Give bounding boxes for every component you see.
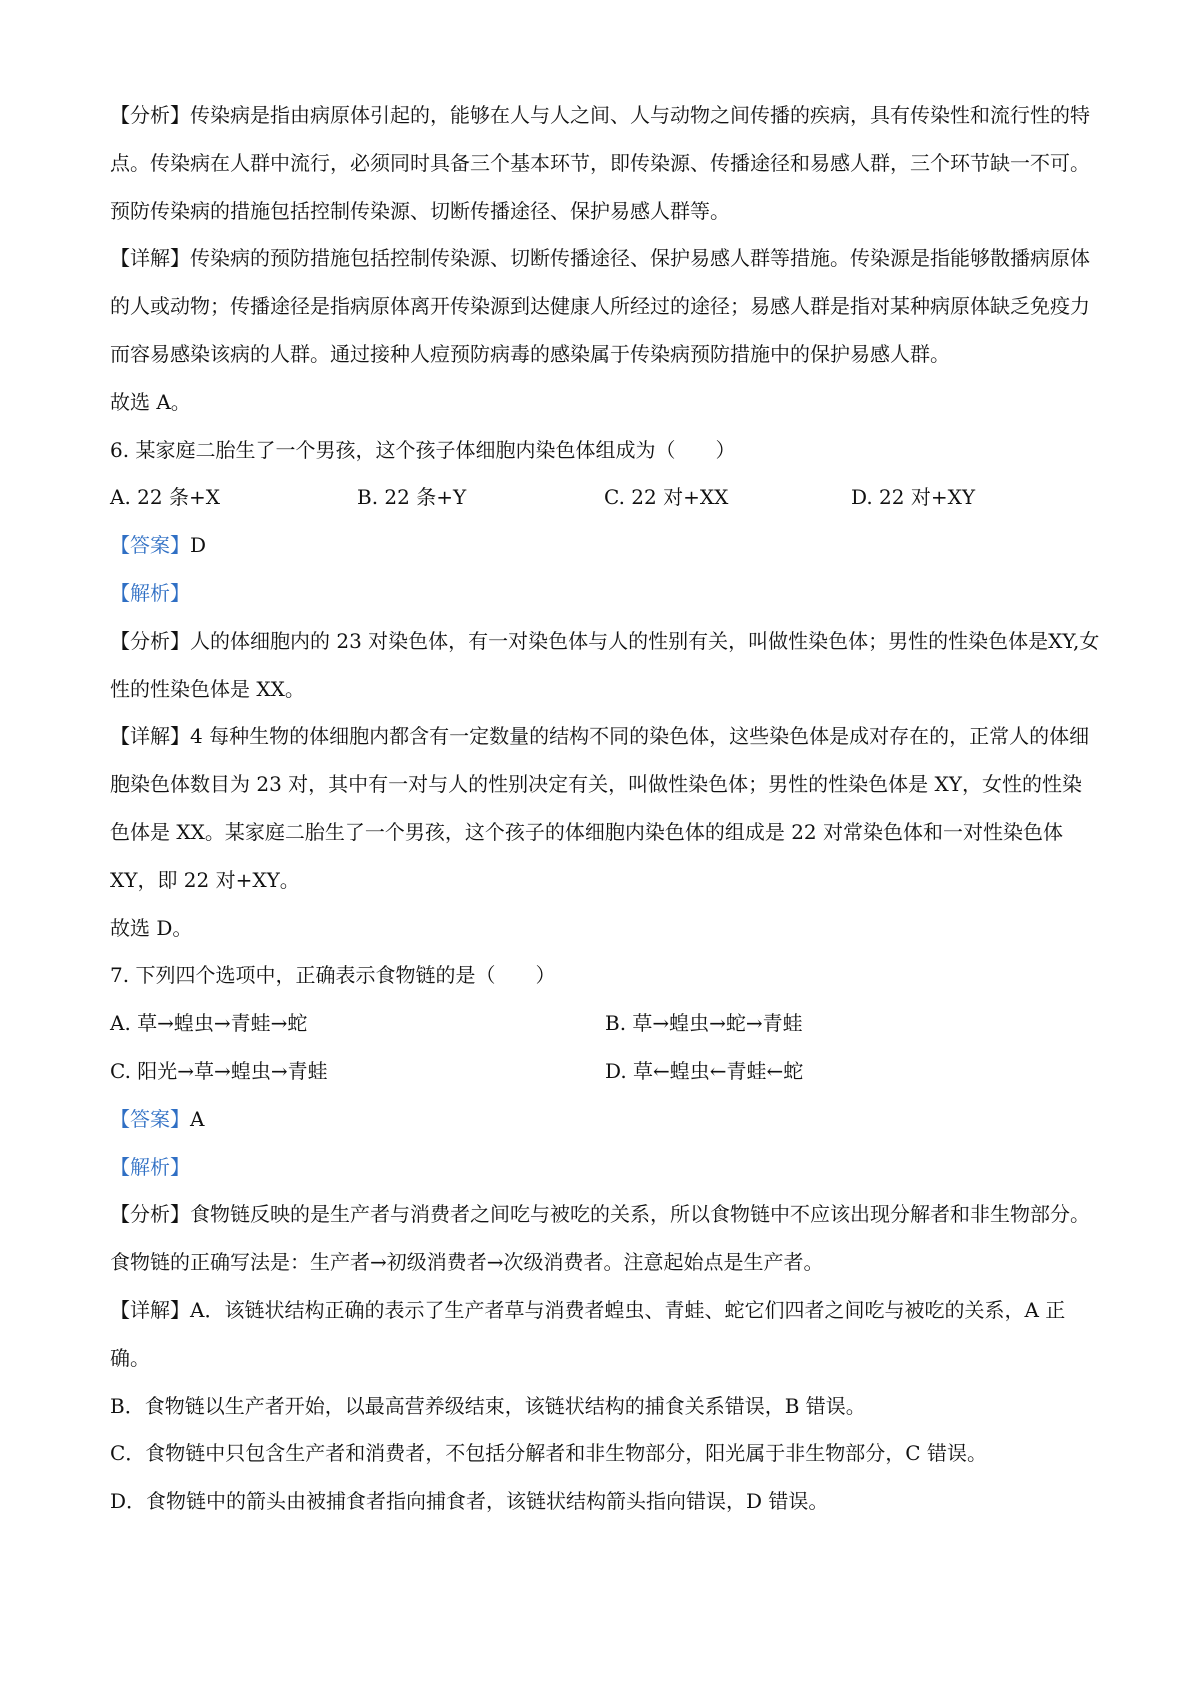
detail-text: 4 每种生物的体细胞内都含有一定数量的结构不同的染色体，这些染色体是成对存在的，正常人的体细胞染色体数目为 23 对，其中有一对与人的性别决定有关，叫做性染色体；男性的性染色体是 XY，女性的性染色体是 XX。某家庭二胎生了一个男孩，这个孩子的体细胞内染色体的组成是 22 对常染色体和一对性染色体 XY，即 22 对+XY。: [110, 724, 1090, 892]
answer-value: A: [190, 1106, 205, 1131]
q5-detail: [110, 235, 1100, 378]
q6-detail: [110, 713, 1100, 904]
analysis-text: 人的体细胞内的 23 对染色体，有一对染色体与人的性别有关，叫做性染色体；男性的性染色体是XY,女性的性染色体是 XX。: [110, 628, 1100, 701]
q6-option-a: A. 22 条+X: [110, 485, 220, 510]
q5-analysis: [110, 92, 1100, 235]
q6-conclusion: 故选 D。: [110, 915, 193, 940]
detail-label: 【详解】: [110, 1297, 190, 1322]
q6-stem: 6. 某家庭二胎生了一个男孩，这个孩子体细胞内染色体组成为（ ）: [110, 437, 736, 462]
analysis-label: 【分析】: [110, 1202, 190, 1227]
q7-options-row2: [110, 1048, 1100, 1096]
q6-options: [110, 474, 1100, 522]
analysis-label: 【分析】: [110, 103, 190, 127]
q7-answer: [110, 1096, 1100, 1144]
document-page: [110, 92, 1100, 1526]
q7-detail-a: [110, 1287, 1100, 1383]
q6-answer: [110, 522, 1100, 570]
analysis-label: 【分析】: [110, 628, 190, 653]
q6-option-d: D. 22 对+XY: [851, 485, 976, 510]
answer-label: 【答案】: [110, 533, 190, 558]
detail-text: A．该链状结构正确的表示了生产者草与消费者蝗虫、青蛙、蛇它们四者之间吃与被吃的关系，A 正确。: [110, 1297, 1066, 1370]
q7-option-c: C. 阳光→草→蝗虫→青蛙: [110, 1058, 328, 1083]
q7-option-b: B. 草→蝗虫→蛇→青蛙: [605, 1011, 803, 1036]
detail-label: 【详解】: [110, 724, 190, 749]
analysis-text: 食物链反映的是生产者与消费者之间吃与被吃的关系，所以食物链中不应该出现分解者和非生物部分。食物链的正确写法是：生产者→初级消费者→次级消费者。注意起始点是生产者。: [110, 1202, 1090, 1275]
q7-detail-c: C．食物链中只包含生产者和消费者，不包括分解者和非生物部分，阳光属于非生物部分，C 错误。: [110, 1441, 987, 1466]
answer-value: D: [190, 533, 207, 558]
q7-analysis: [110, 1191, 1100, 1287]
q7-explain-label: 【解析】: [110, 1154, 190, 1179]
q7-option-a: A. 草→蝗虫→青蛙→蛇: [110, 1011, 308, 1036]
q7-stem: 7. 下列四个选项中，正确表示食物链的是（ ）: [110, 963, 556, 988]
q7-detail-d: D．食物链中的箭头由被捕食者指向捕食者，该链状结构箭头指向错误，D 错误。: [110, 1489, 829, 1514]
q7-detail-b: B．食物链以生产者开始，以最高营养级结束，该链状结构的捕食关系错误，B 错误。: [110, 1393, 866, 1418]
q6-explain-label: 【解析】: [110, 580, 190, 605]
q7-option-d: D. 草←蝗虫←青蛙←蛇: [605, 1058, 804, 1083]
detail-label: 【详解】: [110, 246, 190, 271]
q6-option-b: B. 22 条+Y: [357, 485, 467, 510]
detail-text: 传染病的预防措施包括控制传染源、切断传播途径、保护易感人群等措施。传染源是指能够散播病原体的人或动物；传播途径是指病原体离开传染源到达健康人所经过的途径；易感人群是指对某种病原体缺乏免疫力而容易感染该病的人群。通过接种人痘预防病毒的感染属于传染病预防措施中的保护易感人群。: [110, 246, 1090, 366]
q6-analysis: [110, 618, 1100, 714]
q5-conclusion: 故选 A。: [110, 389, 191, 414]
analysis-text: 传染病是指由病原体引起的，能够在人与人之间、人与动物之间传播的疾病，具有传染性和流行性的特点。传染病在人群中流行，必须同时具备三个基本环节，即传染源、传播途径和易感人群，三个环节缺一不可。预防传染病的措施包括控制传染源、切断传播途径、保护易感人群等。: [110, 103, 1090, 223]
q7-options-row1: [110, 1000, 1100, 1048]
q6-option-c: C. 22 对+XX: [604, 485, 729, 510]
answer-label: 【答案】: [110, 1106, 190, 1131]
